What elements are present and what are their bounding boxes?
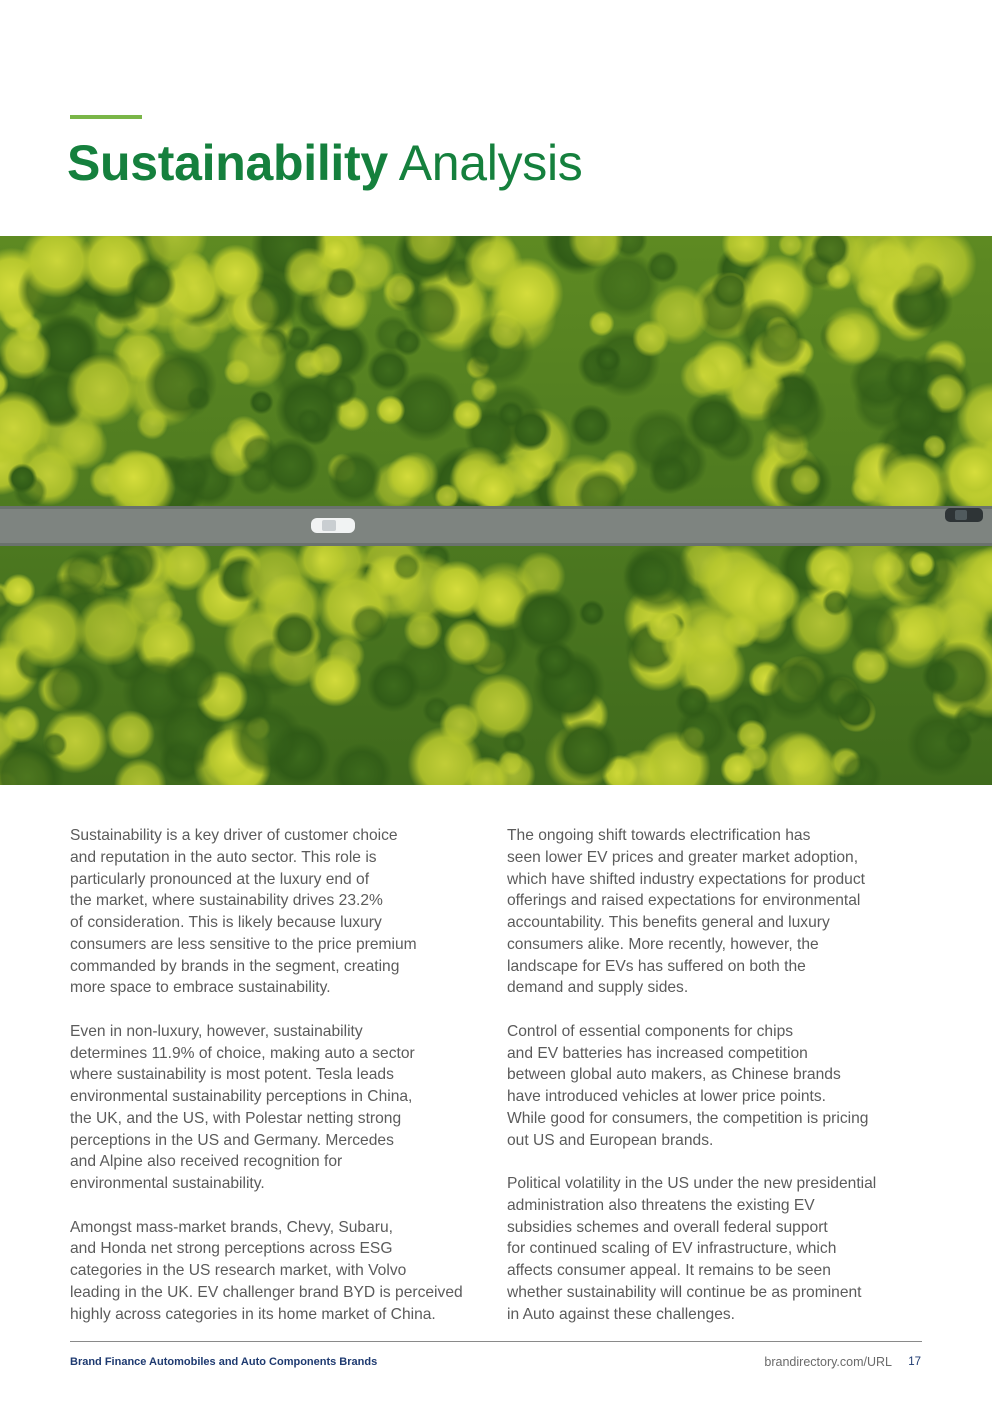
hero-image <box>0 236 992 785</box>
paragraph: Sustainability is a key driver of customer choice and reputation in the auto sector. This role is particularly pronounced at the luxury end of the market, where sustainability drives 23.2% of consideration. This is likely because luxury consumers are less sensitive to the price premium commanded by brands in the segment, creating more space to embrace sustainability. <box>70 827 417 997</box>
paragraph: Amongst mass-market brands, Chevy, Subaru, and Honda net strong perceptions across ESG categories in the US research market, with Volvo leading in the UK. EV challenger brand BYD is perceived highly across categories in its home market of China. <box>70 1218 463 1323</box>
dark-car <box>945 508 983 522</box>
paragraph: The ongoing shift towards electrification has seen lower EV prices and greater market adoption, which have shifted industry expectations for product offerings and raised expectations for environmental accountability. This benefits general and luxury consumers alike. More recently, however, the landscape for EVs has suffered on both the demand and supply sides. <box>507 827 865 997</box>
page-title-rest: Analysis <box>387 135 583 191</box>
aerial-forest-road-photo <box>0 236 992 785</box>
paragraph: Control of essential components for chips and EV batteries has increased competition between global auto makers, as Chinese brands have introduced vehicles at lower price points. While good for consumers, the competition is pricing out US and European brands. <box>507 1022 869 1149</box>
body-column-right <box>507 825 927 1347</box>
footer-publication-title: Brand Finance Automobiles and Auto Components Brands <box>70 1356 378 1368</box>
page-number: 17 <box>908 1356 921 1368</box>
paragraph: Political volatility in the US under the new presidential administration also threatens the existing EV subsidies schemes and overall federal support for continued scaling of EV infrastructure, which affects consumer appeal. It remains to be seen whether sustainability will continue be as prominent in Auto against these challenges. <box>507 1175 877 1323</box>
page-title-bold: Sustainability <box>67 135 388 191</box>
title-accent-rule <box>70 115 142 119</box>
white-car <box>311 518 355 533</box>
footer-divider <box>70 1341 922 1342</box>
page-title <box>67 133 583 193</box>
body-column-left <box>70 825 490 1347</box>
paragraph: Even in non-luxury, however, sustainability determines 11.9% of choice, making auto a sector where sustainability is most potent. Tesla leads environmental sustainability perceptions in China, the UK, and the US, with Polestar netting strong perceptions in the US and Germany. Mercedes and Alpine also received recognition for environmental sustainability. <box>70 1022 415 1192</box>
footer-url-link[interactable]: brandirectory.com/URL <box>764 1355 892 1369</box>
